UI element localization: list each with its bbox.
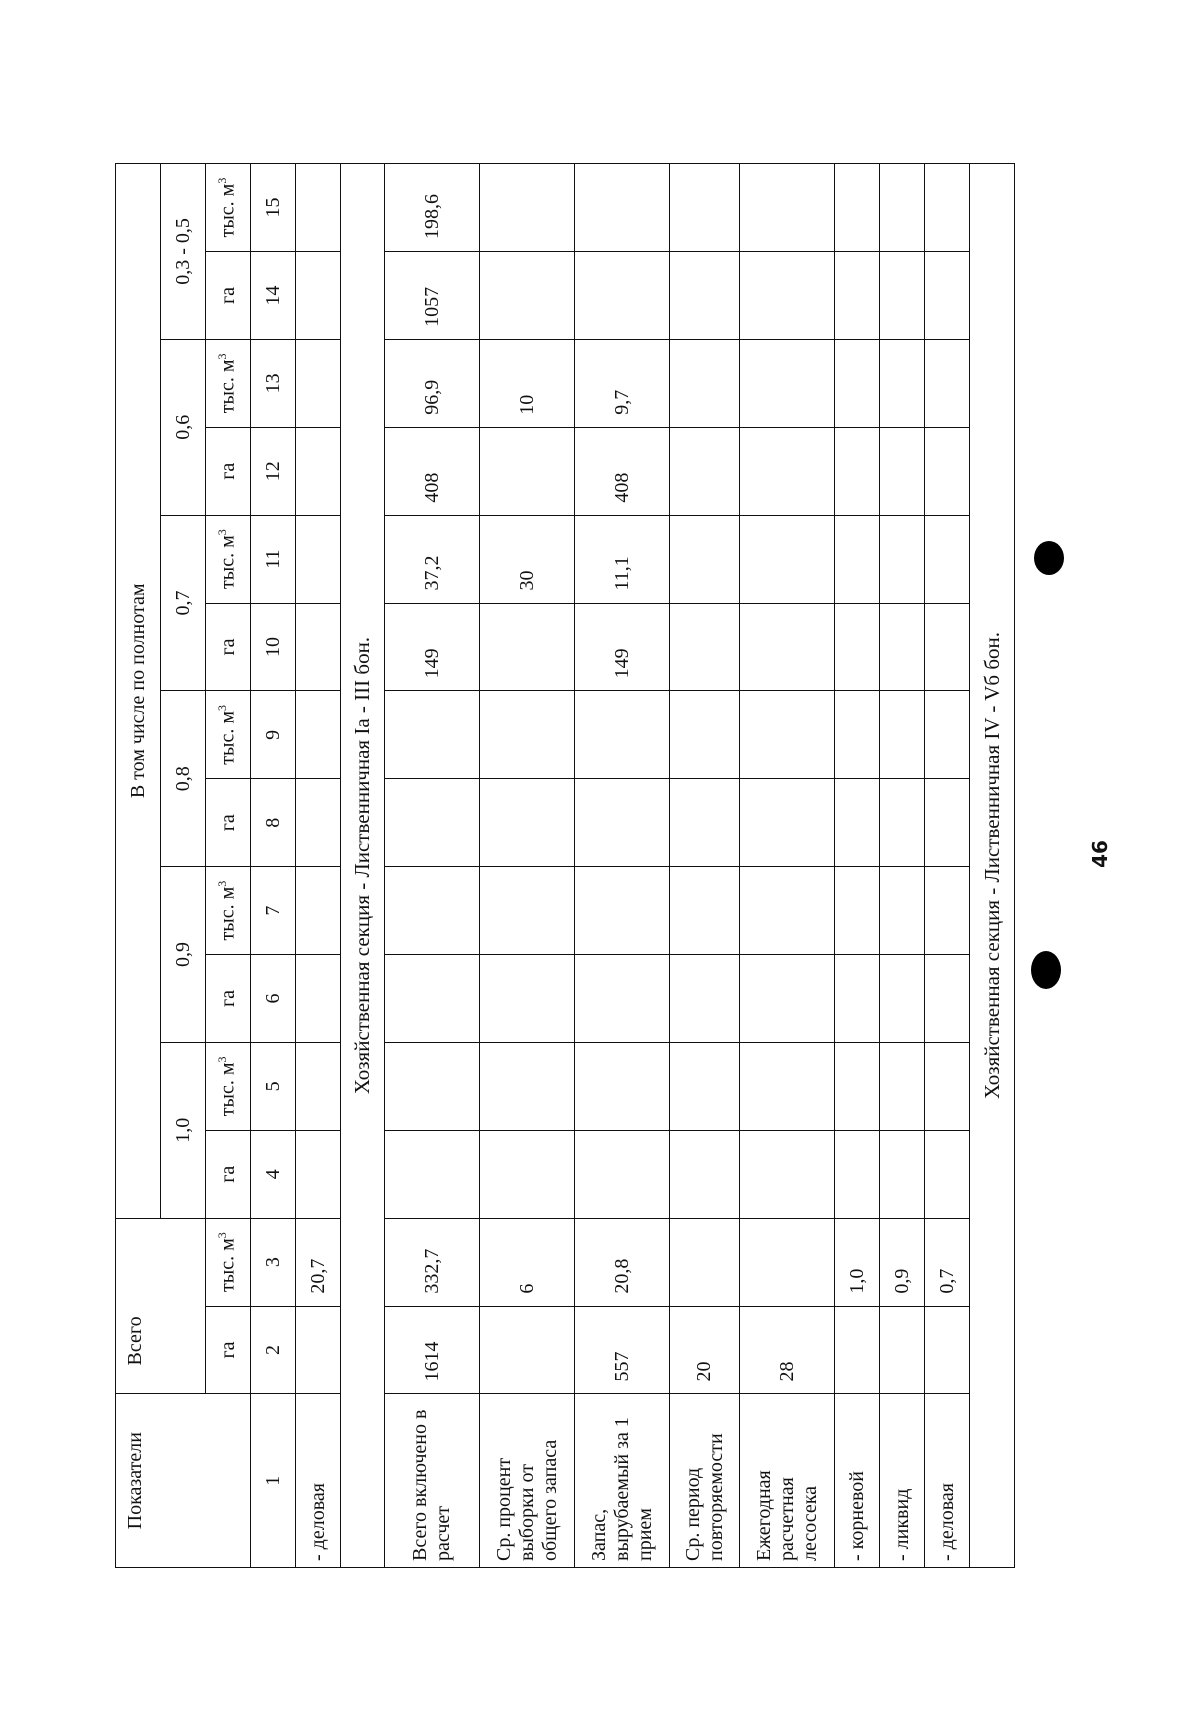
table-cell [925, 339, 970, 427]
table-cell [670, 867, 740, 955]
table-cell [575, 252, 670, 340]
table-cell [670, 603, 740, 691]
table-cell [880, 691, 925, 779]
table-cell [925, 691, 970, 779]
table-cell: 11,1 [575, 515, 670, 603]
column-number: 9 [251, 691, 296, 779]
unit-volume-sup: 3 [215, 353, 230, 360]
unit-volume-text: тыс. м [216, 1238, 239, 1292]
table-cell: 6 [480, 1218, 575, 1306]
table-cell [296, 427, 341, 515]
punch-hole-mark [1031, 951, 1061, 989]
unit-ha: га [206, 252, 251, 340]
table-cell [880, 1130, 925, 1218]
table-cell [740, 1130, 835, 1218]
unit-ha: га [206, 603, 251, 691]
table-cell [670, 164, 740, 252]
unit-volume-text: тыс. м [216, 1062, 239, 1117]
unit-ha: га [206, 1130, 251, 1218]
table-cell [480, 1130, 575, 1218]
unit-volume [206, 691, 251, 779]
table-cell [296, 252, 341, 340]
table-cell [880, 1306, 925, 1394]
column-number: 7 [251, 867, 296, 955]
row-label: Запас, вырубаемый за 1 прием [575, 1394, 670, 1568]
table-cell [480, 867, 575, 955]
table-cell [296, 867, 341, 955]
table-cell [296, 339, 341, 427]
table-cell [385, 1042, 480, 1130]
row-label: Всего включено в расчет [385, 1394, 480, 1568]
unit-volume [206, 339, 251, 427]
table-cell [740, 1218, 835, 1306]
unit-ha: га [206, 427, 251, 515]
table-cell [670, 427, 740, 515]
unit-ha: га [206, 779, 251, 867]
row-label: Ср. процент выборки от общего запаса [480, 1394, 575, 1568]
table-cell [670, 1218, 740, 1306]
table-cell [670, 339, 740, 427]
table-cell: 408 [385, 427, 480, 515]
table-cell [740, 955, 835, 1043]
table-cell: 10 [480, 339, 575, 427]
table-cell [835, 339, 880, 427]
table-cell [740, 867, 835, 955]
table-cell: 20,7 [296, 1218, 341, 1306]
table-cell: 0,9 [880, 1218, 925, 1306]
rotated-page [115, 163, 1115, 1568]
table-cell [880, 164, 925, 252]
table-cell [740, 1042, 835, 1130]
table-cell [925, 1306, 970, 1394]
table-cell [385, 691, 480, 779]
table-cell [296, 515, 341, 603]
table-cell [835, 603, 880, 691]
table-cell [670, 691, 740, 779]
table-cell [740, 339, 835, 427]
table-cell [480, 691, 575, 779]
table-cell [480, 1042, 575, 1130]
table-cell: 1,0 [835, 1218, 880, 1306]
unit-volume-sup: 3 [215, 529, 230, 536]
unit-volume-sup: 3 [215, 705, 230, 711]
unit-volume-sup: 3 [215, 177, 230, 184]
unit-volume-text: тыс. м [216, 535, 239, 589]
table-cell [575, 691, 670, 779]
header-total: Всего [116, 1218, 206, 1394]
table-cell [385, 955, 480, 1043]
column-number: 10 [251, 603, 296, 691]
table-cell [480, 603, 575, 691]
column-number: 15 [251, 164, 296, 252]
table-cell: 20,8 [575, 1218, 670, 1306]
table-cell [575, 867, 670, 955]
table-cell [880, 955, 925, 1043]
table-cell [670, 252, 740, 340]
table-cell [835, 252, 880, 340]
table-cell [480, 427, 575, 515]
table-cell [670, 1042, 740, 1130]
table-cell [835, 1306, 880, 1394]
table-cell [740, 779, 835, 867]
unit-ha: га [206, 1306, 251, 1394]
density-header: 0,8 [161, 691, 206, 867]
density-header: 0,9 [161, 867, 206, 1043]
table-cell: 198,6 [385, 164, 480, 252]
table-cell [296, 955, 341, 1043]
table-cell [385, 867, 480, 955]
table-cell [835, 867, 880, 955]
table-cell [835, 427, 880, 515]
table-cell [575, 1130, 670, 1218]
column-number: 13 [251, 339, 296, 427]
unit-volume-text: тыс. м [216, 183, 239, 238]
unit-volume-sup: 3 [215, 880, 230, 887]
row-label: Ср. период повторяемости [670, 1394, 740, 1568]
unit-volume-text: тыс. м [216, 711, 239, 765]
table-cell [835, 164, 880, 252]
table-cell [880, 603, 925, 691]
table-cell: 28 [740, 1306, 835, 1394]
table-cell [925, 779, 970, 867]
table-cell: 149 [575, 603, 670, 691]
forest-cut-table [115, 163, 1015, 1568]
column-number: 5 [251, 1042, 296, 1130]
table-cell [925, 867, 970, 955]
table-cell [925, 1130, 970, 1218]
table-cell [880, 252, 925, 340]
table-cell: 332,7 [385, 1218, 480, 1306]
table-cell: 1057 [385, 252, 480, 340]
table-cell [670, 515, 740, 603]
table-cell [385, 779, 480, 867]
table-cell [925, 515, 970, 603]
table-cell [296, 1042, 341, 1130]
table-cell [880, 515, 925, 603]
column-number: 8 [251, 779, 296, 867]
table-cell: 20 [670, 1306, 740, 1394]
table-cell [296, 164, 341, 252]
row-label: - деловая [925, 1394, 970, 1568]
table-cell [575, 1042, 670, 1130]
table-cell [296, 1130, 341, 1218]
unit-volume [206, 164, 251, 252]
table-cell [740, 515, 835, 603]
column-number: 6 [251, 955, 296, 1043]
table-cell [480, 164, 575, 252]
table-cell [740, 427, 835, 515]
table-cell [296, 1306, 341, 1394]
punch-hole-mark [1034, 541, 1064, 575]
density-header: 0,3 - 0,5 [161, 164, 206, 340]
table-cell [880, 427, 925, 515]
table-cell: 408 [575, 427, 670, 515]
table-cell [740, 252, 835, 340]
section-title: Хозяйственная секция - Лиственничная Ia - III бон. [341, 164, 385, 1568]
unit-volume-text: тыс. м [216, 886, 239, 941]
table-cell [296, 779, 341, 867]
density-header: 0,6 [161, 339, 206, 515]
table-cell [575, 164, 670, 252]
table-cell [740, 603, 835, 691]
table-cell [925, 164, 970, 252]
table-cell [385, 1130, 480, 1218]
table-cell [925, 427, 970, 515]
table-cell [575, 779, 670, 867]
column-number: 11 [251, 515, 296, 603]
table-cell [835, 691, 880, 779]
page-number: 46 [1087, 840, 1112, 868]
table-cell: 1614 [385, 1306, 480, 1394]
unit-ha: га [206, 955, 251, 1043]
table-cell [296, 691, 341, 779]
density-header: 1,0 [161, 1042, 206, 1218]
table-cell [740, 164, 835, 252]
table-cell [835, 779, 880, 867]
unit-volume-text: тыс. м [216, 359, 239, 414]
unit-volume [206, 515, 251, 603]
table-cell: 149 [385, 603, 480, 691]
table-cell [296, 603, 341, 691]
column-number: 3 [251, 1218, 296, 1306]
table-cell: 557 [575, 1306, 670, 1394]
table-cell [925, 955, 970, 1043]
table-cell [575, 955, 670, 1043]
table-cell [835, 955, 880, 1043]
table-cell [740, 691, 835, 779]
table-cell [880, 779, 925, 867]
column-number: 12 [251, 427, 296, 515]
column-number: 2 [251, 1306, 296, 1394]
table-cell [670, 1130, 740, 1218]
table-cell [925, 603, 970, 691]
column-number: 1 [251, 1394, 296, 1568]
header-by-density: В том числе по полнотам [116, 164, 161, 1219]
table-cell [880, 1042, 925, 1130]
table-cell [925, 1042, 970, 1130]
column-number: 14 [251, 252, 296, 340]
unit-volume [206, 1042, 251, 1130]
table-cell: 96,9 [385, 339, 480, 427]
section-title: Хозяйственная секция - Лиственничная IV - Vб бон. [970, 164, 1015, 1568]
table-cell: 30 [480, 515, 575, 603]
table-cell [480, 252, 575, 340]
row-label: - корневой [835, 1394, 880, 1568]
density-header: 0,7 [161, 515, 206, 691]
table-cell [835, 1042, 880, 1130]
table-cell [670, 955, 740, 1043]
table-cell [480, 955, 575, 1043]
header-indicators: Показатели [116, 1394, 251, 1568]
table-cell [880, 339, 925, 427]
unit-volume-sup: 3 [215, 1056, 230, 1063]
unit-volume [206, 867, 251, 955]
table-cell: 37,2 [385, 515, 480, 603]
unit-volume-sup: 3 [215, 1232, 230, 1239]
row-label: - ликвид [880, 1394, 925, 1568]
row-label: - деловая [296, 1394, 341, 1568]
row-label: Ежегодная расчетная лесосека [740, 1394, 835, 1568]
column-number: 4 [251, 1130, 296, 1218]
table-cell [925, 252, 970, 340]
table-cell [880, 867, 925, 955]
table-cell [670, 779, 740, 867]
table-cell: 9,7 [575, 339, 670, 427]
table-cell [480, 779, 575, 867]
table-cell [835, 1130, 880, 1218]
table-cell: 0,7 [925, 1218, 970, 1306]
unit-volume [206, 1218, 251, 1306]
table-cell [480, 1306, 575, 1394]
table-cell [835, 515, 880, 603]
